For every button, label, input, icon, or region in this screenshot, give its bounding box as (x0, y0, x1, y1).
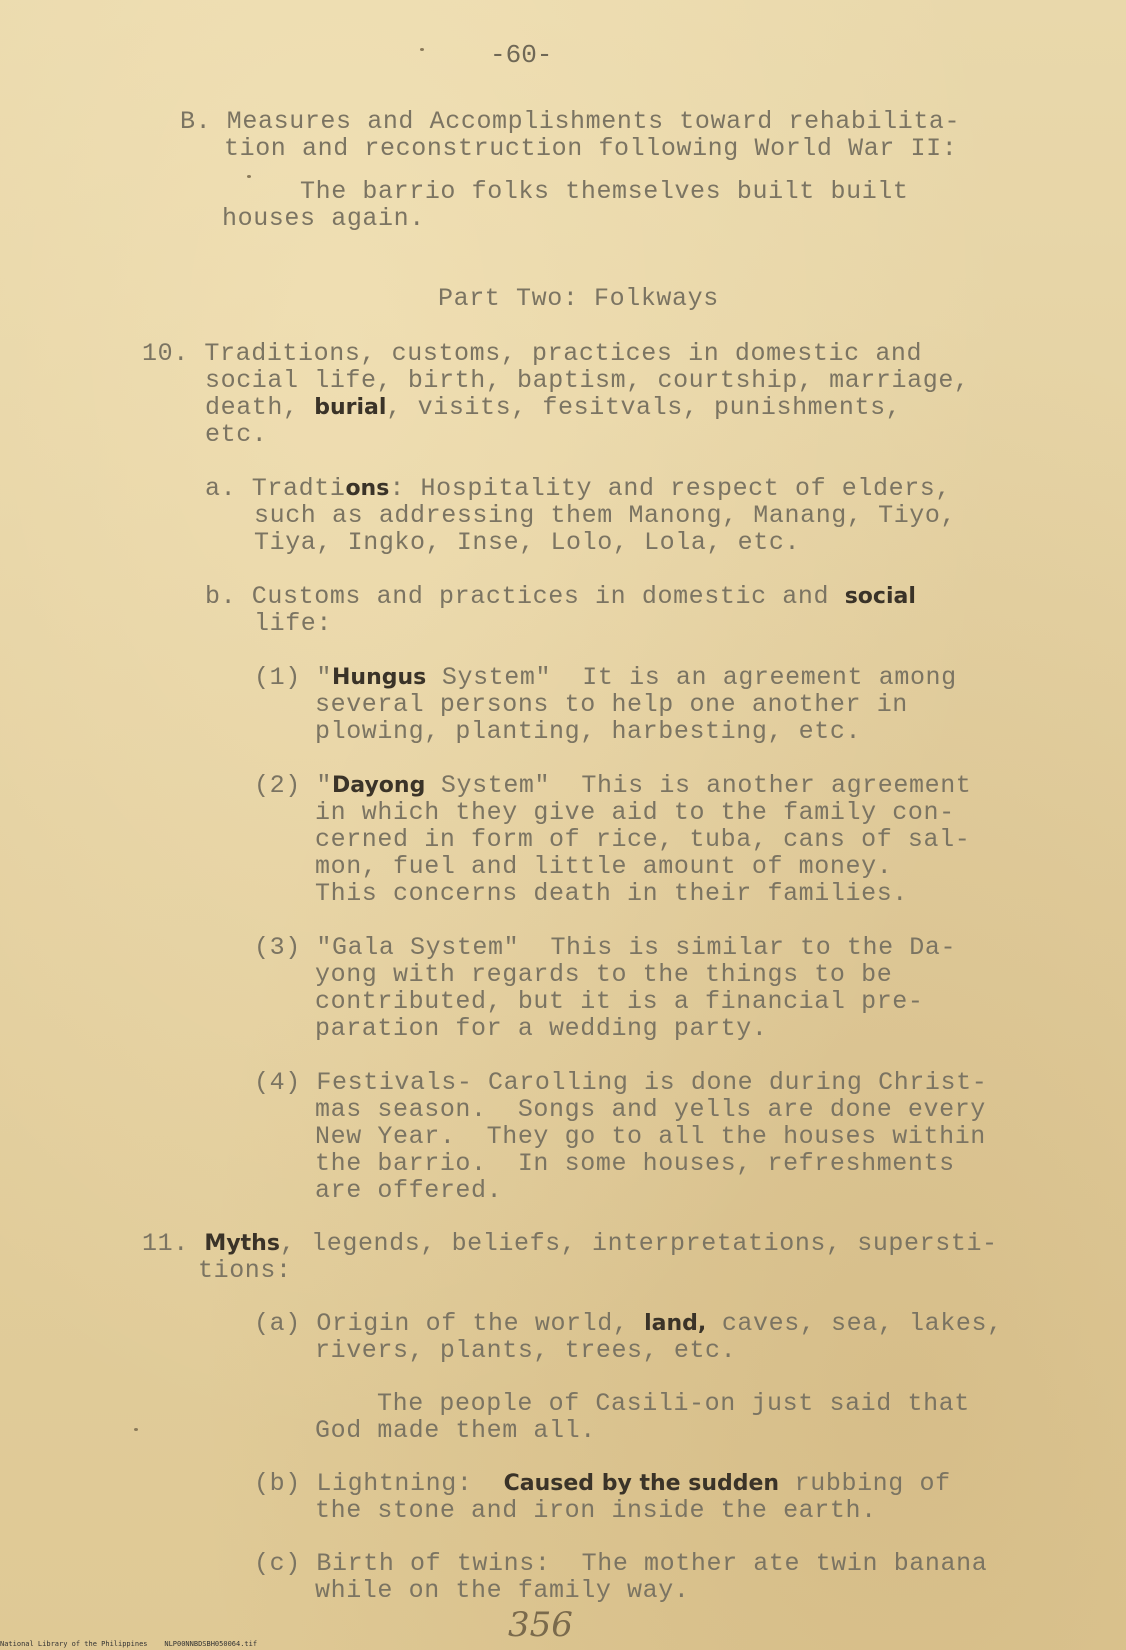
item-10-line-1: 10. Traditions, customs, practices in domestic and (142, 339, 923, 368)
item-10b-line-2: life: (254, 609, 333, 638)
section-b-line-1: B. Measures and Accomplishments toward rehabilita- (180, 107, 961, 136)
item-10b4-line-2: mas season. Songs and yells are done every (315, 1095, 986, 1124)
item-11-line-2: tions: (198, 1256, 292, 1285)
handwritten-page-stamp: 356 (508, 1605, 573, 1645)
item-11a-para-line-1: The people of Casili-on just said that (377, 1389, 970, 1418)
text-span: (2) " (254, 771, 333, 800)
item-10b3-line-4: paration for a wedding party. (315, 1014, 768, 1043)
section-b-line-4: houses again. (222, 204, 425, 233)
item-10b4-line-3: New Year. They go to all the houses within (315, 1122, 986, 1151)
item-10b2-line-1 (254, 772, 971, 799)
text-span: (b) Lightning: (254, 1469, 504, 1498)
text-span: a. Tradti (205, 474, 346, 503)
text-span: 11. (142, 1229, 205, 1258)
item-10a-line-1 (205, 475, 951, 502)
item-11b-line-2: the stone and iron inside the earth. (315, 1496, 877, 1525)
handwritten-correction: Caused by the sudden (503, 1471, 780, 1496)
item-11c-line-1: (c) Birth of twins: The mother ate twin banana (254, 1549, 988, 1578)
item-10a-line-3: Tiya, Ingko, Inse, Lolo, Lola, etc. (254, 528, 801, 557)
item-11b-line-1 (254, 1470, 951, 1497)
text-span: death, (205, 393, 315, 422)
item-11a-para-line-2: God made them all. (315, 1416, 596, 1445)
handwritten-correction: land, (644, 1311, 707, 1336)
item-10b3-line-3: contributed, but it is a financial pre- (315, 987, 924, 1016)
section-b-line-3: The barrio folks themselves built built (300, 177, 909, 206)
paper-speck (247, 175, 251, 178)
handwritten-correction: burial (314, 395, 387, 420)
text-span: b. Customs and practices in domestic and (205, 582, 845, 611)
item-11a-line-2: rivers, plants, trees, etc. (315, 1336, 737, 1365)
text-span: System" It is an agreement among (426, 663, 957, 692)
item-10b4-line-4: the barrio. In some houses, refreshments (315, 1149, 955, 1178)
item-11-line-1 (142, 1230, 998, 1257)
item-11c-line-2: while on the family way. (315, 1576, 690, 1605)
text-span: caves, sea, lakes, (706, 1309, 1003, 1338)
item-10b1-line-2: several persons to help one another in (315, 690, 908, 719)
item-10b1-line-3: plowing, planting, harbesting, etc. (315, 717, 862, 746)
paper-speck (134, 1428, 138, 1431)
archive-footer: National Library of the Philippines NLP00NNBDSBH050064.tif (0, 1640, 258, 1648)
handwritten-correction: Dayong (332, 773, 426, 798)
item-10b3-line-2: yong with regards to the things to be (315, 960, 893, 989)
text-span: (a) Origin of the world, (254, 1309, 645, 1338)
text-span: System" This is another agreement (425, 771, 972, 800)
item-10b2-line-2: in which they give aid to the family con- (315, 798, 955, 827)
item-10b4-line-5: are offered. (315, 1176, 503, 1205)
item-10b4-line-1: (4) Festivals- Carolling is done during Christ- (254, 1068, 988, 1097)
item-11a-line-1 (254, 1310, 1003, 1337)
item-10b2-line-5: This concerns death in their families. (315, 879, 908, 908)
item-10-line-3 (205, 394, 901, 421)
handwritten-correction: Myths (204, 1231, 280, 1256)
item-10a-line-2: such as addressing them Manong, Manang, Tiyo, (254, 501, 957, 530)
text-span: , visits, fesitvals, punishments, (386, 393, 902, 422)
section-b-line-2: tion and reconstruction following World War II: (224, 134, 958, 163)
handwritten-correction: social (844, 584, 916, 609)
part-title: Part Two: Folkways (438, 284, 719, 313)
handwritten-correction: Hungus (332, 665, 427, 690)
item-10b3-line-1: (3) "Gala System" This is similar to the Da- (254, 933, 957, 962)
page-number: -60- (490, 40, 553, 70)
paper-speck (420, 48, 424, 51)
text-span: , legends, beliefs, interpretations, supersti- (279, 1229, 998, 1258)
text-span: (1) " (254, 663, 333, 692)
handwritten-correction: ons (345, 476, 390, 501)
text-span: rubbing of (779, 1469, 951, 1498)
item-10-line-4: etc. (205, 420, 268, 449)
text-span: : Hospitality and respect of elders, (389, 474, 952, 503)
item-10-line-2: social life, birth, baptism, courtship, marriage, (205, 366, 970, 395)
item-10b2-line-3: cerned in form of rice, tuba, cans of sal- (315, 825, 971, 854)
item-10b-line-1 (205, 583, 916, 610)
item-10b2-line-4: mon, fuel and little amount of money. (315, 852, 893, 881)
item-10b1-line-1 (254, 664, 957, 691)
